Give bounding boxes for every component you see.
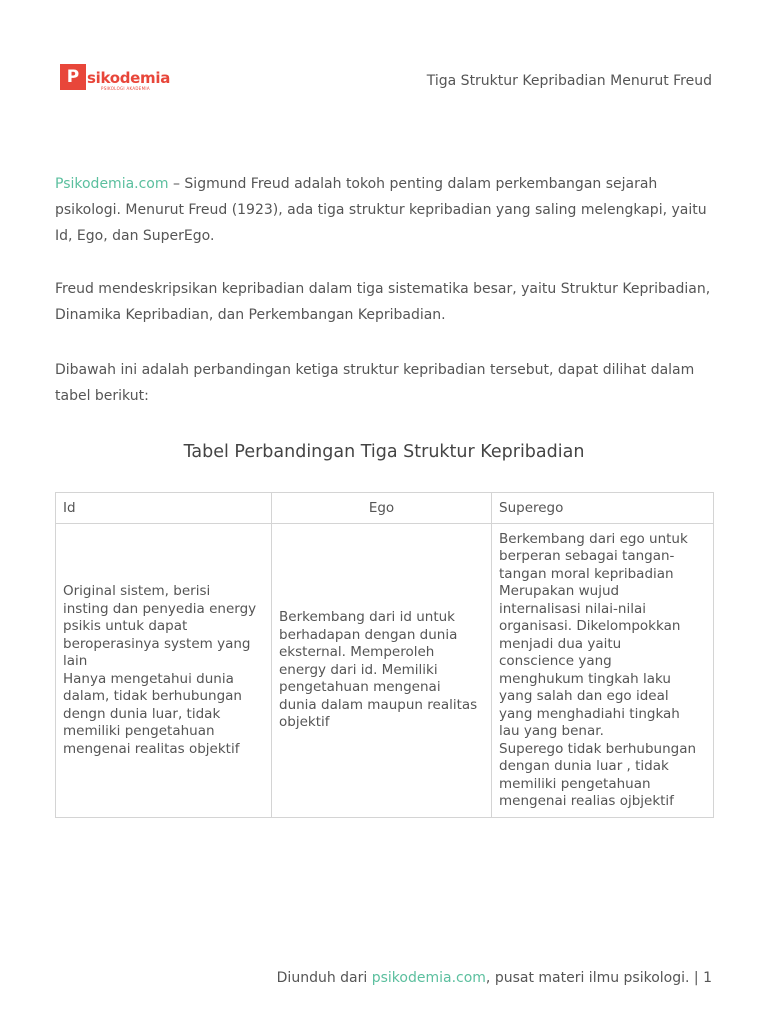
footer [277,970,712,986]
table-row [56,524,714,818]
logo-mark: P [60,64,86,90]
intro-text: – Sigmund Freud adalah tokoh penting dalam perkembangan sejarah psikologi. Menurut Freud (1923), ada tiga struktur kepribadian yang saling melengkapi, yaitu Id, Ego, dan SuperEgo. [55,176,707,244]
source-link[interactable]: Psikodemia.com [55,176,169,192]
footer-link[interactable]: psikodemia.com [371,970,486,986]
footer-prefix: Diunduh dari [276,970,372,986]
header-ego: Ego [272,493,492,524]
paragraph-structure: Freud mendeskripsikan kepribadian dalam tiga sistematika besar, yaitu Struktur Kepribadian, Dinamika Kepribadian, dan Perkembangan Kepribadian. [55,281,711,323]
cell-id: Original sistem, berisi insting dan penyedia energy psikis untuk dapat beroperasinya system yang lain Hanya mengetahui dunia dalam, tidak berhubungan dengn dunia luar, tidak memiliki pengetahuan mengenai realitas objektif [63,583,257,757]
comparison-table [55,492,714,818]
cell-superego: Berkembang dari ego untuk berperan sebagai tangan- tangan moral kepribadian Merupakan wujud internalisasi nilai-nilai organisasi. Dikelompokkan menjadi dua yaitu conscience yang menghukum tingkah laku yang salah dan ego ideal yang menghadiahi tingkah lau yang benar. Superego tidak berhubungan dengan dunia luar , tidak memiliki pengetahuan mengenai realias ojbjektif [499,530,697,809]
logo [60,64,170,90]
intro-paragraph [55,171,725,249]
header-superego: Superego [492,493,714,524]
cell-ego: Berkembang dari id untuk berhadapan dengan dunia eksternal. Memperoleh energy dari id. Memiliki pengetahuan mengenai dunia dalam maupun realitas objektif [279,609,478,731]
header-id: Id [56,493,272,524]
footer-suffix: , pusat materi ilmu psikologi. | 1 [485,970,712,986]
logo-tagline: PSIKOLOGI AKADEMIA [101,86,150,91]
logo-wordmark: sikodemia [87,69,171,87]
table-title: Tabel Perbandingan Tiga Struktur Kepribadian [183,442,585,462]
table-header-row [56,493,714,524]
paragraph-table-intro: Dibawah ini adalah perbandingan ketiga struktur kepribadian tersebut, dapat dilihat dalam tabel berikut: [55,362,695,404]
header-title: Tiga Struktur Kepribadian Menurut Freud [426,73,712,89]
